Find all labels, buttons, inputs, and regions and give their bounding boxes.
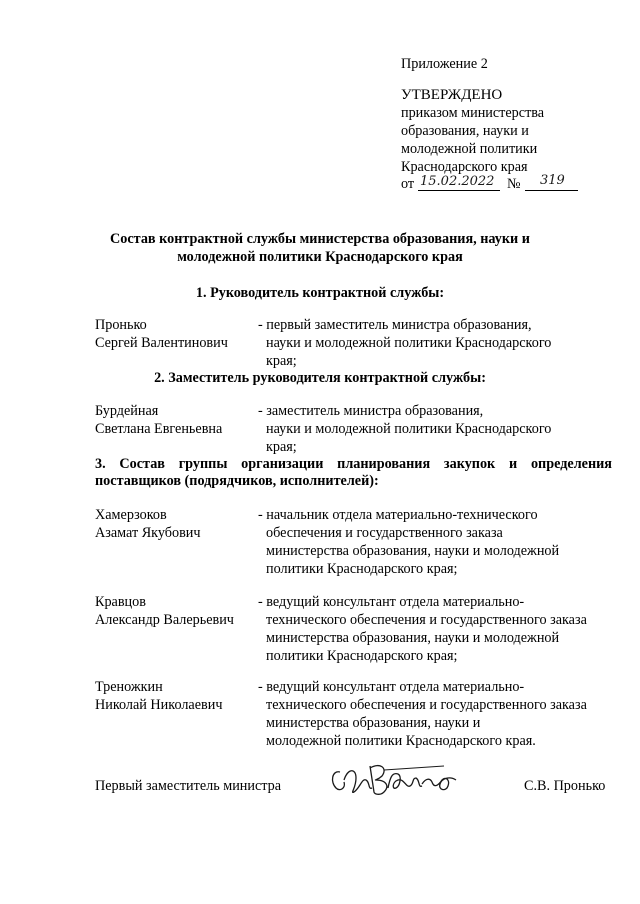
role-line: - заместитель министра образования, <box>258 403 484 419</box>
signer-name: С.В. Пронько <box>524 778 606 794</box>
member-role <box>258 593 587 665</box>
member-surname: Бурдейная <box>95 403 159 419</box>
role-line: края; <box>266 439 297 455</box>
role-line: - ведущий консультант отдела материально- <box>258 594 525 610</box>
signer-position: Первый заместитель министра <box>95 778 282 794</box>
date-underline <box>418 190 500 191</box>
signature-icon <box>326 758 476 800</box>
member-name <box>95 678 222 714</box>
member-name <box>95 402 222 438</box>
role-line: науки и молодежной политики Краснодарского <box>266 335 552 351</box>
role-line: молодежной политики Краснодарского края. <box>266 733 536 749</box>
appendix-label: Приложение 2 <box>401 56 488 72</box>
member-role <box>258 402 551 456</box>
role-line: технического обеспечения и государственного заказа <box>266 697 587 713</box>
approval-line-1: приказом министерства <box>401 105 545 121</box>
date-prefix: от <box>401 176 415 192</box>
member-given-names: Сергей Валентинович <box>95 335 228 351</box>
section-3-heading-line-1: 3. Состав группы организации планирования закупок и определения <box>95 456 612 472</box>
document-title-line-2: молодежной политики Краснодарского края <box>177 249 463 265</box>
member-name <box>95 593 234 629</box>
approval-line-4: Краснодарского края <box>401 159 528 175</box>
member-given-names: Светлана Евгеньевна <box>95 421 223 437</box>
member-surname: Кравцов <box>95 594 146 610</box>
member-role <box>258 678 587 750</box>
role-line: министерства образования, науки и молодежной <box>266 630 560 646</box>
order-date: 15.02.2022 <box>420 174 495 189</box>
role-line: - ведущий консультант отдела материально- <box>258 679 525 695</box>
role-line: технического обеспечения и государственного заказа <box>266 612 587 628</box>
role-line: министерства образования, науки и молодежной <box>266 543 560 559</box>
document-title-line-1: Состав контрактной службы министерства образования, науки и <box>110 231 530 247</box>
member-surname: Треножкин <box>95 679 163 695</box>
role-line: политики Краснодарского края; <box>266 648 458 664</box>
role-line: края; <box>266 353 297 369</box>
member-role <box>258 506 559 578</box>
member-given-names: Николай Николаевич <box>95 697 223 713</box>
role-line: обеспечения и государственного заказа <box>266 525 503 541</box>
approval-line-3: молодежной политики <box>401 141 538 157</box>
section-3-heading-line-2: поставщиков (подрядчиков, исполнителей): <box>95 473 379 489</box>
role-line: науки и молодежной политики Краснодарского <box>266 421 552 437</box>
section-2-heading: 2. Заместитель руководителя контрактной службы: <box>154 370 486 386</box>
member-surname: Хамерзоков <box>95 507 167 523</box>
member-given-names: Александр Валерьевич <box>95 612 234 628</box>
member-given-names: Азамат Якубович <box>95 525 201 541</box>
role-line: - начальник отдела материально-технического <box>258 507 538 523</box>
section-1-heading: 1. Руководитель контрактной службы: <box>195 285 445 301</box>
number-underline <box>525 190 578 191</box>
order-number: 319 <box>540 173 565 188</box>
role-line: политики Краснодарского края; <box>266 561 458 577</box>
member-name <box>95 316 228 352</box>
role-line: - первый заместитель министра образования, <box>258 317 532 333</box>
role-line: министерства образования, науки и <box>266 715 481 731</box>
member-role <box>258 316 551 370</box>
approved-label: УТВЕРЖДЕНО <box>401 87 503 103</box>
member-name <box>95 506 201 542</box>
member-surname: Пронько <box>95 317 147 333</box>
number-prefix: № <box>507 176 521 192</box>
approval-line-2: образования, науки и <box>401 123 529 139</box>
